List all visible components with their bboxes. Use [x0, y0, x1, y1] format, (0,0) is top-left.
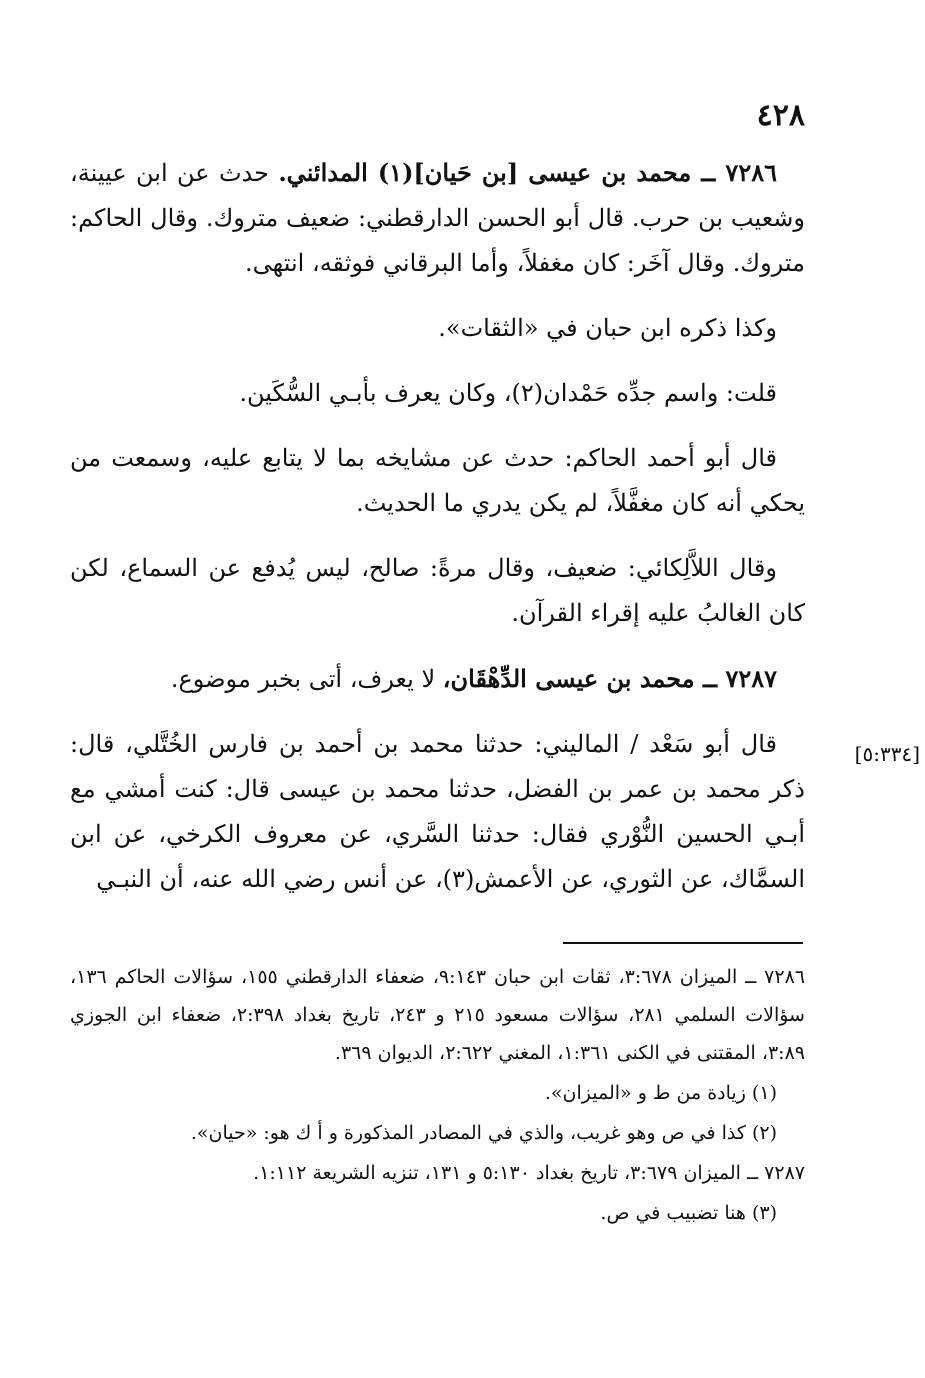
footnote-divider	[563, 942, 803, 944]
volume-page-marker: [٥:٣٣٤]	[854, 742, 920, 766]
footnotes	[70, 958, 805, 1234]
footnote-1: (١) زيادة من ط و «الميزان».	[544, 1082, 777, 1104]
main-text	[70, 150, 805, 902]
entry-7287	[70, 656, 805, 702]
footnote-sources-7286: ٧٢٨٦ ــ الميزان ٣:٦٧٨، ثقات ابن حبان ٩:١٤٣، ضعفاء الدارقطني ١٥٥، سؤالات الحاكم ١٣٦، سؤالات السلمي ٢٨١، سؤالات مسعود ٢١٥ و ٢٤٣، تاريخ بغداد ٢:٣٩٨، ضعفاء ابن الجوزي ٣:٨٩، المقتنى في الكنى ١:٣٦١، المغني ٢:٦٢٢، الديوان ٣٦٩.	[70, 966, 805, 1064]
paragraph-abu-ahmad-hakim: قال أبو أحمد الحاكم: حدث عن مشايخه بما لا يتابع عليه، وسمعت من يحكي أنه كان مغفَّلاً، لم يكن يدري ما الحديث.	[70, 444, 805, 517]
entry-7286-text: حدث عن ابن عيينة، وشعيب بن حرب. قال أبو الحسن الدارقطني: ضعيف متروك. وقال الحاكم: متروك. وقال آخَر: كان مغفلاً، وأما البرقاني فوثقه، انتهى.	[70, 159, 805, 277]
paragraph-grandfather-name: قلت: واسم جدِّه حَمْدان(٢)، وكان يعرف بأبـي السُّكَين.	[239, 379, 777, 407]
paragraph-malini-narration: قال أبو سَعْد / الماليني: حدثنا محمد بن أحمد بن فارس الخُتَّلي، قال: ذكر محمد بن عمر بن الفضل، حدثنا محمد بن عيسى قال: كنت أمشي مع أبـي الحسين النُّوْري فقال: حدثنا السَّري، عن معروف الكرخي، عن ابن السمَّاك، عن الثوري، عن الأعمش(٣)، عن أنس رضي الله عنه، أن النبـي	[70, 730, 805, 893]
entry-7286	[70, 150, 805, 286]
entry-7287-head: ٧٢٨٧ ــ محمد بن عيسى الدِّهْقَان،	[442, 664, 777, 693]
entry-7286-head: ٧٢٨٦ ــ محمد بن عيسى [بن حَيان](١) المدائني.	[278, 158, 777, 187]
entry-7287-text: لا يعرف، أتى بخبر موضوع.	[170, 665, 436, 693]
footnote-sources-7287: ٧٢٨٧ ــ الميزان ٣:٦٧٩، تاريخ بغداد ٥:١٣٠ و ١٣١، تنزيه الشريعة ١:١١٢.	[253, 1162, 805, 1184]
footnote-3: (٣) هنا تضبيب في ص.	[600, 1202, 777, 1224]
page-number: ٤٢٨	[756, 98, 805, 133]
footnote-2: (٢) كذا في ص وهو غريب، والذي في المصادر المذكورة و أ ك هو: «حيان».	[190, 1122, 777, 1144]
paragraph-lalikai: وقال اللاَّلِكائي: ضعيف، وقال مرةً: صالح، ليس يُدفع عن السماع، لكن كان الغالبُ عليه إقراء القرآن.	[70, 554, 805, 627]
paragraph-ibn-hibban: وكذا ذكره ابن حبان في «الثقات».	[438, 314, 777, 342]
